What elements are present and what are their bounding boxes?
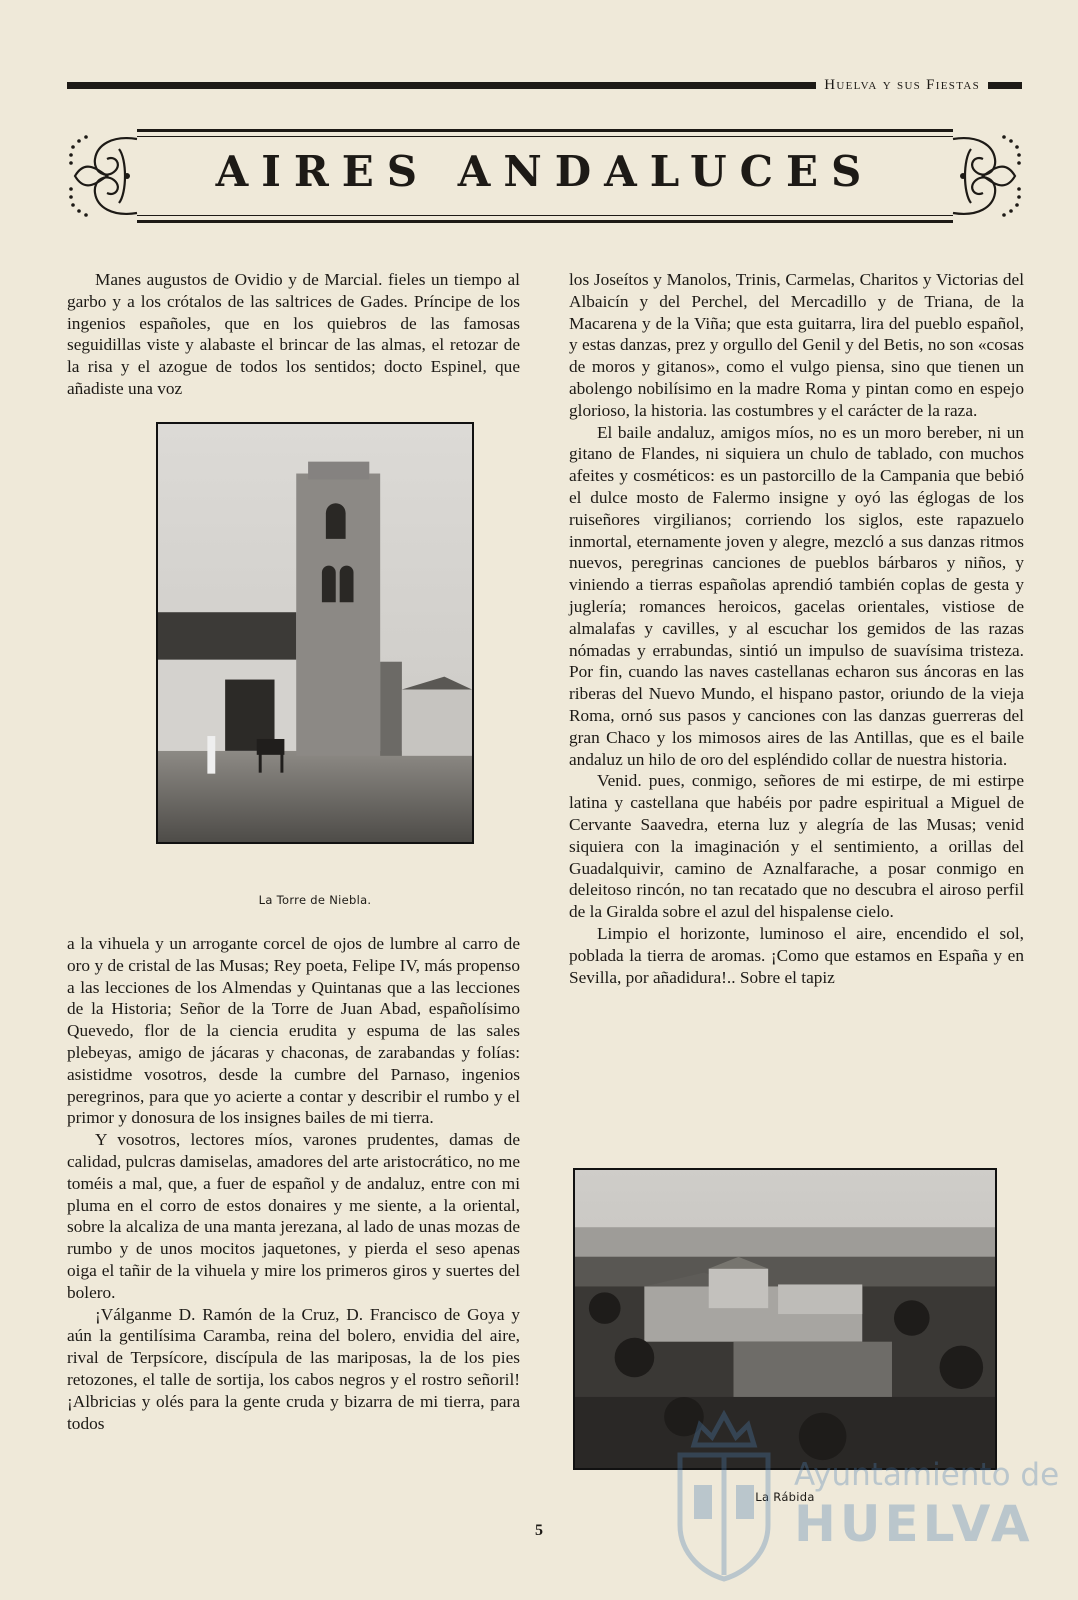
photo-la-rabida xyxy=(573,1168,997,1470)
paragraph: a la vihuela y un arrogante corcel de ojos de lumbre al carro de oro y de cristal de las Musas; Rey poeta, Felipe IV, más propenso a las lecciones de los Almendas y Quintanas que a las lecciones de la Historia; Señor de la Torre de Juan Abad, españolísimo Quevedo, flor de la ciencia erudita y espuma de las sales plebeyas, amigo de jácaras y chaconas, de zarabandas y folías: asistidme vosotros, desde la cumbre del Parnaso, ingenios peregrinos, para que yo acierte a contar y describir el rumbo y el primor y donosura de los insignes bailes de mi tierra. xyxy=(67,934,520,1128)
column-1-top xyxy=(67,269,520,400)
paragraph: Limpio el horizonte, luminoso el aire, encendido el sol, poblada la tierra de aromas. ¡Como que estamos en España y en Sevilla, por añadidura!.. Sobre el tapiz xyxy=(569,923,1024,987)
left-scroll-ornament-icon xyxy=(67,129,139,223)
watermark-line-2: HUELVA xyxy=(794,1495,1034,1553)
title-banner xyxy=(67,125,1023,227)
paragraph: ¡Válganme D. Ramón de la Cruz, D. Francisco de Goya y aún la gentilísima Caramba, reina del bolero, envidia del aire, rival de Terpsícore, discípula de las mariposas, la de los pies retozones, el talle de sortija, los cabos negros y el rostro señoril! ¡Albricias y olés para la gente cruda y bizarra de mi tierra, para todos xyxy=(67,1304,520,1433)
header-rule-end xyxy=(988,82,1022,89)
photo-torre-de-niebla xyxy=(156,422,474,844)
right-scroll-ornament-icon xyxy=(951,129,1023,223)
watermark-line-1: Ayuntamiento de xyxy=(794,1457,1060,1493)
running-title: Huelva y sus Fiestas xyxy=(824,76,980,93)
running-header xyxy=(67,74,1022,96)
column-2 xyxy=(569,269,1024,988)
article-title: AIRES ANDALUCES xyxy=(215,147,875,196)
paragraph: Venid. pues, conmigo, señores de mi estirpe, de mi estirpe latina y castellana que habéis por padre espiritual a Miguel de Cervante Saavedra, eterna luz y alegría de las Musas; venid siquiera con la imaginación y el sentimiento, a orillas del Guadalquivir, camino de Aznalfarache, a posar conmigo en deleitoso rincón, no tan recatado que no descubra el airoso perfil de la Giralda sobre el azul del hispalense cielo. xyxy=(569,771,1024,922)
paragraph: Y vosotros, lectores míos, varones prudentes, damas de calidad, pulcras damiselas, amadores del arte aristocrático, no me toméis a mal, que, a fuer de español y de andaluz, entre con mi pluma en el corro de estos donaires y me siente, a la oriental, sobre la alcaliza de una manta jerezana, al lado de unas mozas de rumbo y de unos mocitos jaquetones, y pierda el seso apenas oiga el tañir de la vihuela y mire los primeros giros y suertes del bolero. xyxy=(67,1130,520,1302)
caption-photo-2: La Rábida xyxy=(755,1490,815,1504)
caption-photo-1: La Torre de Niebla. xyxy=(258,893,372,907)
header-rule xyxy=(67,82,816,89)
paragraph: Manes augustos de Ovidio y de Marcial. fieles un tiempo al garbo y a los crótalos de las saltrices de Gades. Príncipe de los ingenios españoles, que en los quiebros de las famosas seguidillas viste y alabaste el brincar de las almas, el retozar de la risa y el azogue de todos los sentidos; docto Espinel, que añadiste una voz xyxy=(67,270,520,398)
paragraph: los Joseítos y Manolos, Trinis, Carmelas, Charitos y Victorias del Albaicín y del Perchel, del Mercadillo y de Triana, de la Macarena y de la Viña; que esta guitarra, lira del pueblo español, y estas danzas, prez y orgullo del Genil y del Betis, no son «cosas de moros y gitanos», como el vulgo piensa, sino que tienen un abolengo nobilísimo en la madre Roma y pintan como en espejo glorioso, la historia. las costumbres y el carácter de la raza. xyxy=(569,270,1024,420)
column-1-bottom xyxy=(67,933,520,1434)
page-number: 5 xyxy=(535,1522,543,1539)
paragraph: El baile andaluz, amigos míos, no es un moro bereber, ni un gitano de Flandes, ni siquiera un chulo de tablado, con muchos afeites y cosméticos: es un pastorcillo de la Campania que bebió el dulce mosto de Falermo insigne y oyó las églogas de los ruiseñores virgilianos; corriendo los siglos, este rapazuelo inmortal, eternamente joven y alegre, mezcló a sus danzas ritmos nuevos, peregrinas canciones de pueblos bárbaros y niños, y viniendo a tierras españolas aprendió también coplas de gesta y juglería; romances heroicos, gacelas orientales, vistiose de almalafas y cavilles, y al escuchar los gemidos de las razas nómadas y errabundas, sintió un impulso de suavísima tristeza. Por fin, cuando las naves castellanas echaron sus áncoras en las riberas del Nuevo Mundo, el hispano pastor, oriundo de la vieja Roma, ornó sus pasos y canciones con las danzas guerreras del gran Chaco y los mimosos aires de las Antillas, que es el baile andaluz un hilo de oro del espléndido collar de nuestra historia. xyxy=(569,422,1024,769)
